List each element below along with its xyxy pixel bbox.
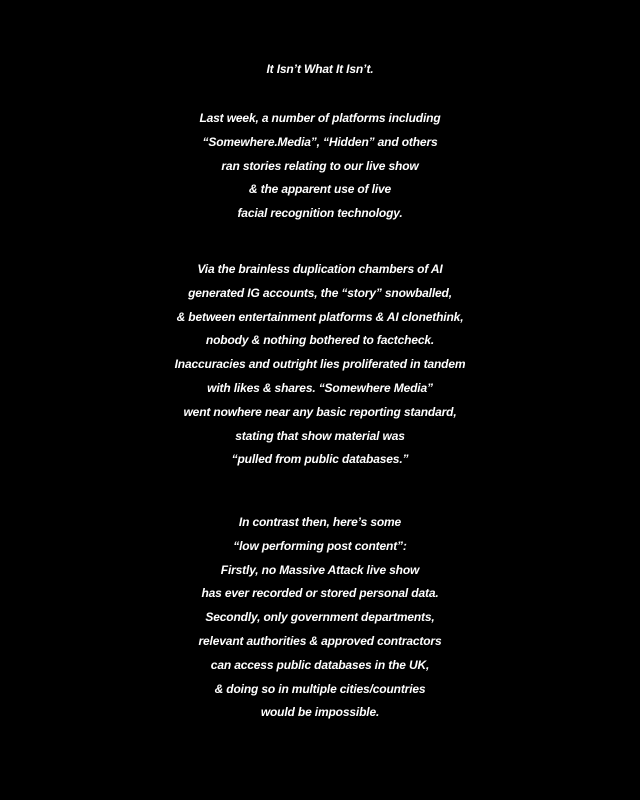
text-line: with likes & shares. “Somewhere Media” <box>207 380 433 395</box>
text-line: Inaccuracies and outright lies proliferated in tandem <box>174 357 466 372</box>
text-line: & doing so in multiple cities/countries <box>214 681 426 696</box>
text-line: & the apparent use of live <box>248 182 392 197</box>
paragraph-ai-duplication <box>0 258 640 472</box>
text-line: facial recognition technology. <box>237 206 403 221</box>
text-line: relevant authorities & approved contractors <box>198 633 442 648</box>
text-line: Secondly, only government departments, <box>205 610 435 625</box>
text-line: went nowhere near any basic reporting standard, <box>183 404 457 419</box>
text-line: “Somewhere.Media”, “Hidden” and others <box>202 134 438 149</box>
text-line: has ever recorded or stored personal data. <box>201 586 439 601</box>
text-line: can access public databases in the UK, <box>210 657 430 672</box>
text-line: would be impossible. <box>260 705 380 720</box>
text-line: Via the brainless duplication chambers of AI <box>197 262 443 276</box>
text-line: nobody & nothing bothered to factcheck. <box>205 333 435 348</box>
paragraph-contrast-facts <box>0 511 640 725</box>
text-line: “pulled from public databases.” <box>231 452 409 467</box>
text-line: stating that show material was <box>235 428 405 443</box>
text-line: & between entertainment platforms & AI clonethink, <box>176 309 464 324</box>
text-line: ran stories relating to our live show <box>221 158 419 173</box>
text-line: Firstly, no Massive Attack live show <box>220 562 420 577</box>
text-line: Last week, a number of platforms including <box>199 111 441 125</box>
text-line: “low performing post content”: <box>233 538 407 553</box>
paragraph-platform-reports <box>0 107 640 226</box>
text-line: In contrast then, here’s some <box>238 515 402 529</box>
text-line: generated IG accounts, the “story” snowballed, <box>188 285 452 300</box>
statement-title: It Isn’t What It Isn’t. <box>266 62 374 76</box>
